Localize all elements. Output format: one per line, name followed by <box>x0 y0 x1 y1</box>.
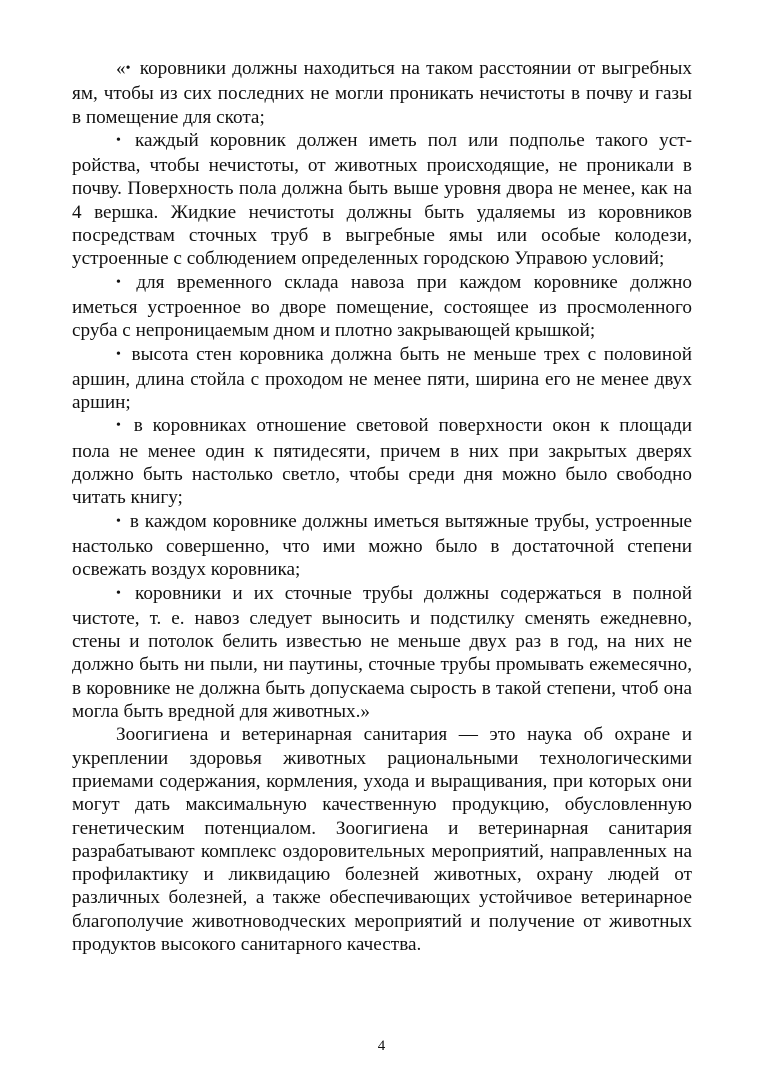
paragraph-3 <box>72 271 692 343</box>
bullet-icon: • <box>116 418 121 434</box>
paragraph-text: в каждом коровнике должны иметься вытяжные трубы, устроенные настолько совершенно, что ими можно было в достаточной степени освежать воздух коровника; <box>72 510 692 581</box>
paragraph-7 <box>72 582 692 724</box>
page-body <box>72 57 692 956</box>
paragraph-4 <box>72 343 692 415</box>
bullet-icon: • <box>116 513 121 529</box>
paragraph-text: для временного склада навоза при каждом коровнике должно иметься устроенное во дворе помещение, состоящее из просмоленного сруба с непроницаемым дном и плотно закрывающей крышкой; <box>72 271 692 342</box>
paragraph-text: Зоогигиена и ветеринарная санитария — это наука об охране и укреплении здоровья животных рациональными технологическими приемами содержания, кормления, ухода и выращивания, при которых они могут дать максимальную качественную продукцию, обусловленную генетическим потенциалом. Зоогигиена и ветеринарная санитария разрабатывают комплекс оздоровительных мероприятий, направленных на профилактику и ликвидацию болезней животных, охрану людей от различных болезней, а также обеспечивающих устойчивое ветеринарное благополучие животноводческих мероприятий и получение от животных продуктов высокого санитарного качества. <box>72 724 692 955</box>
bullet-icon: • <box>116 346 121 362</box>
bullet-icon: • <box>125 61 131 76</box>
paragraph-1 <box>72 57 692 129</box>
paragraph-8 <box>72 723 692 956</box>
paragraph-text: высота стен коровника должна быть не меньше трех с половиной аршин, длина стойла с проходом не менее пяти, ширина его не менее двух аршин; <box>72 343 692 414</box>
bullet-icon: • <box>116 274 121 290</box>
paragraph-text: в коровниках отношение световой поверхности окон к площади пола не менее один к пятидесяти, причем в них при закрытых дверях должно быть настолько светло, чтобы среди дня можно было свободно читать книгу; <box>72 415 692 509</box>
paragraph-text: каждый коровник должен иметь пол или подполье такого устройства, чтобы нечистоты, от животных происходящие, не проникали в почву. Поверхность пола должна быть выше уровня двора не менее, как на 4 вершка. Жидкие нечистоты должны быть удаляемы из коровников посредствам сточных труб в выгребные ямы или особые колодези, устроенные с соблюдением определенных городскою Управою условий; <box>72 129 692 270</box>
paragraph-6 <box>72 510 692 582</box>
paragraph-text: коровники должны находиться на таком расстоянии от выгребных ям, чтобы из сих последних не могли проникать нечистоты в почву и газы в помещение для скота; <box>72 58 692 128</box>
paragraph-2 <box>72 129 692 271</box>
bullet-icon: • <box>116 585 121 601</box>
opening-quote: « <box>116 58 126 79</box>
bullet-icon: • <box>116 132 121 148</box>
page-number: 4 <box>377 1038 386 1054</box>
paragraph-5 <box>72 414 692 509</box>
paragraph-text: коровники и их сточные трубы должны содержаться в полной чистоте, т. е. навоз следует выносить и подстилку сменять ежедневно, стены и потолок белить известью не меньше двух раз в год, на них не должно быть ни пыли, ни паутины, сточные трубы промывать ежемесячно, в коровнике не должна быть допускаема сырость в такой степени, чтоб она могла быть вредной для животных.» <box>72 582 692 723</box>
